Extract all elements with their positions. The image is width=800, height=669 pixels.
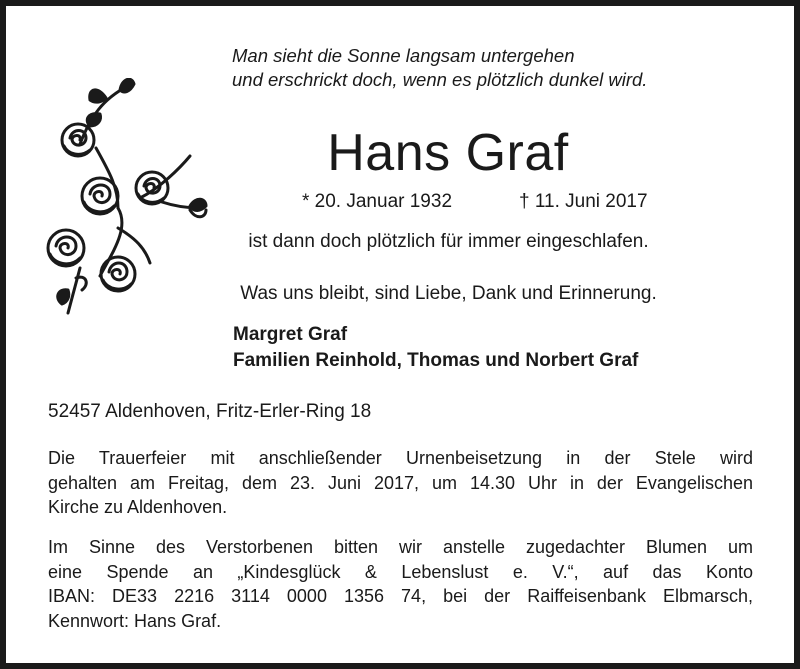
- mourner-line: Margret Graf: [233, 324, 348, 345]
- donation-line: IBAN: DE33 2216 3114 0000 1356 74, bei der Raiffeisenbank Elbmarsch,: [48, 586, 753, 606]
- mourner-line: Familien Reinhold, Thomas und Norbert Graf: [233, 350, 639, 371]
- funeral-line: gehalten am Freitag, dem 23. Juni 2017, um 14.30 Uhr in der Evangelischen: [48, 472, 753, 493]
- donation-line: eine Spende an „Kindesglück & Lebenslust e. V.“, auf das Konto: [48, 561, 753, 582]
- address: 52457 Aldenhoven, Fritz-Erler-Ring 18: [48, 401, 372, 422]
- remembrance-line: Was uns bleibt, sind Liebe, Dank und Erinnerung.: [240, 283, 657, 304]
- motto-quote: [232, 44, 647, 92]
- sleep-line: ist dann doch plötzlich für immer eingeschlafen.: [248, 231, 649, 252]
- mourners: [233, 322, 638, 374]
- donation-line: Im Sinne des Verstorbenen bitten wir anstelle zugedachter Blumen um: [48, 537, 753, 557]
- motto-line: Man sieht die Sonne langsam untergehen: [232, 45, 575, 66]
- donation-line: Kennwort: Hans Graf.: [48, 610, 222, 631]
- funeral-line: Kirche zu Aldenhoven.: [48, 497, 228, 517]
- birth-date: * 20. Januar 1932: [302, 191, 453, 212]
- donation-info: [48, 535, 753, 633]
- deceased-name: Hans Graf: [327, 124, 569, 182]
- funeral-info: [48, 446, 753, 520]
- motto-line: und erschrickt doch, wenn es plötzlich dunkel wird.: [232, 69, 648, 90]
- funeral-line: Die Trauerfeier mit anschließender Urnenbeisetzung in der Stele wird: [48, 448, 753, 468]
- death-date: † 11. Juni 2017: [519, 191, 648, 212]
